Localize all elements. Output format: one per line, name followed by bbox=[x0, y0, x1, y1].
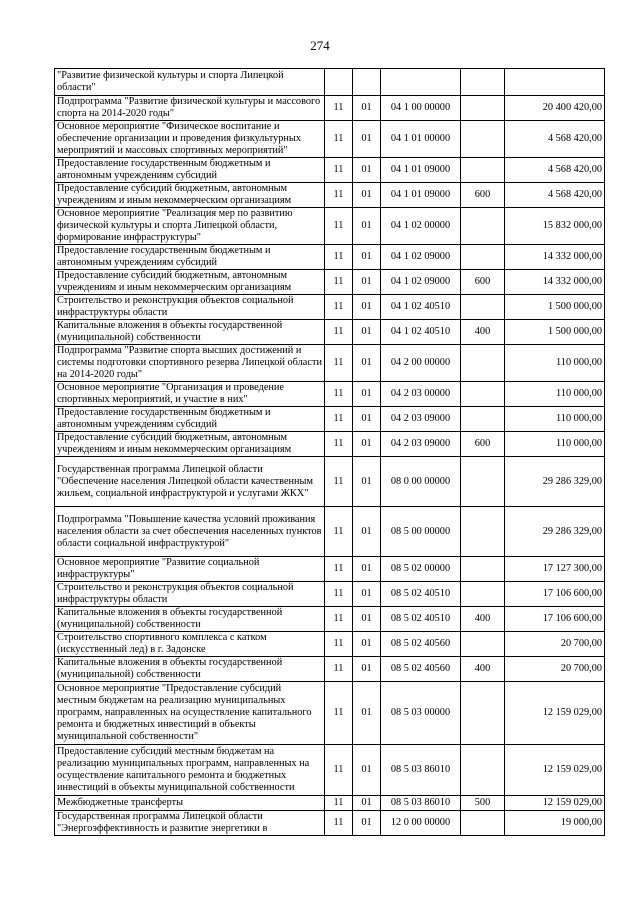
cell-subsection: 01 bbox=[353, 582, 381, 607]
cell-expense-type bbox=[461, 345, 505, 382]
cell-subsection: 01 bbox=[353, 632, 381, 657]
cell-target-article: 08 5 02 40510 bbox=[381, 582, 461, 607]
cell-section: 11 bbox=[325, 245, 353, 270]
cell-name: Предоставление государственным бюджетным и автономным учреждениям субсидий bbox=[55, 158, 325, 183]
table-row bbox=[55, 270, 605, 295]
table-row bbox=[55, 407, 605, 432]
cell-subsection: 01 bbox=[353, 407, 381, 432]
cell-amount: 20 700,00 bbox=[505, 632, 605, 657]
cell-expense-type bbox=[461, 811, 505, 836]
cell-section: 11 bbox=[325, 320, 353, 345]
cell-expense-type bbox=[461, 158, 505, 183]
cell-amount: 17 127 300,00 bbox=[505, 557, 605, 582]
table-row bbox=[55, 557, 605, 582]
table-row bbox=[55, 320, 605, 345]
cell-target-article: 08 5 03 86010 bbox=[381, 745, 461, 796]
table-row bbox=[55, 432, 605, 457]
cell-expense-type bbox=[461, 245, 505, 270]
cell-name: Предоставление субсидий бюджетным, автономным учреждениям и иным некоммерческим организациям bbox=[55, 270, 325, 295]
cell-subsection: 01 bbox=[353, 295, 381, 320]
cell-expense-type bbox=[461, 745, 505, 796]
cell-name: Предоставление государственным бюджетным и автономным учреждениям субсидий bbox=[55, 407, 325, 432]
cell-section: 11 bbox=[325, 270, 353, 295]
cell-target-article: 04 2 03 00000 bbox=[381, 382, 461, 407]
cell-section: 11 bbox=[325, 295, 353, 320]
cell-name: Предоставление субсидий бюджетным, автономным учреждениям и иным некоммерческим организациям bbox=[55, 183, 325, 208]
cell-target-article: 04 1 02 09000 bbox=[381, 245, 461, 270]
cell-target-article bbox=[381, 69, 461, 96]
cell-subsection: 01 bbox=[353, 557, 381, 582]
cell-name: Основное мероприятие "Реализация мер по развитию физической культуры и спорта Липецкой области, формирование инфраструктуры" bbox=[55, 208, 325, 245]
cell-amount: 12 159 029,00 bbox=[505, 796, 605, 811]
cell-target-article: 04 2 03 09000 bbox=[381, 407, 461, 432]
cell-name: Подпрограмма "Развитие спорта высших достижений и системы подготовки спортивного резерва Липецкой области на 2014-2020 годы" bbox=[55, 345, 325, 382]
cell-amount: 29 286 329,00 bbox=[505, 457, 605, 507]
cell-expense-type: 600 bbox=[461, 270, 505, 295]
cell-target-article: 04 1 02 40510 bbox=[381, 320, 461, 345]
cell-amount bbox=[505, 69, 605, 96]
cell-section: 11 bbox=[325, 796, 353, 811]
cell-subsection: 01 bbox=[353, 745, 381, 796]
cell-target-article: 08 0 00 00000 bbox=[381, 457, 461, 507]
cell-name: Предоставление государственным бюджетным и автономным учреждениям субсидий bbox=[55, 245, 325, 270]
cell-amount: 15 832 000,00 bbox=[505, 208, 605, 245]
table-row bbox=[55, 682, 605, 745]
cell-target-article: 08 5 02 00000 bbox=[381, 557, 461, 582]
cell-amount: 19 000,00 bbox=[505, 811, 605, 836]
cell-subsection: 01 bbox=[353, 796, 381, 811]
table-row bbox=[55, 457, 605, 507]
cell-section: 11 bbox=[325, 382, 353, 407]
cell-amount: 4 568 420,00 bbox=[505, 158, 605, 183]
cell-name: "Развитие физической культуры и спорта Липецкой области" bbox=[55, 69, 325, 96]
cell-amount: 4 568 420,00 bbox=[505, 121, 605, 158]
table-row bbox=[55, 158, 605, 183]
cell-section: 11 bbox=[325, 582, 353, 607]
cell-subsection: 01 bbox=[353, 432, 381, 457]
table-row bbox=[55, 632, 605, 657]
cell-section: 11 bbox=[325, 811, 353, 836]
cell-expense-type bbox=[461, 632, 505, 657]
cell-subsection: 01 bbox=[353, 320, 381, 345]
cell-target-article: 08 5 03 00000 bbox=[381, 682, 461, 745]
cell-amount: 20 400 420,00 bbox=[505, 96, 605, 121]
cell-name: Подпрограмма "Развитие физической культуры и массового спорта на 2014-2020 годы" bbox=[55, 96, 325, 121]
table-row bbox=[55, 507, 605, 557]
cell-expense-type bbox=[461, 582, 505, 607]
cell-subsection: 01 bbox=[353, 457, 381, 507]
cell-section: 11 bbox=[325, 407, 353, 432]
cell-name: Предоставление субсидий бюджетным, автономным учреждениям и иным некоммерческим организациям bbox=[55, 432, 325, 457]
cell-expense-type bbox=[461, 382, 505, 407]
cell-section: 11 bbox=[325, 158, 353, 183]
cell-section: 11 bbox=[325, 607, 353, 632]
table-row bbox=[55, 121, 605, 158]
cell-expense-type bbox=[461, 121, 505, 158]
cell-subsection: 01 bbox=[353, 345, 381, 382]
cell-expense-type bbox=[461, 507, 505, 557]
cell-section: 11 bbox=[325, 96, 353, 121]
cell-target-article: 04 1 01 00000 bbox=[381, 121, 461, 158]
cell-name: Строительство и реконструкция объектов социальной инфраструктуры области bbox=[55, 295, 325, 320]
cell-expense-type bbox=[461, 682, 505, 745]
cell-target-article: 04 2 03 09000 bbox=[381, 432, 461, 457]
cell-target-article: 04 1 02 40510 bbox=[381, 295, 461, 320]
cell-name: Капитальные вложения в объекты государственной (муниципальной) собственности bbox=[55, 320, 325, 345]
cell-subsection: 01 bbox=[353, 811, 381, 836]
cell-amount: 14 332 000,00 bbox=[505, 270, 605, 295]
cell-target-article: 08 5 00 00000 bbox=[381, 507, 461, 557]
table-row bbox=[55, 183, 605, 208]
cell-name: Строительство спортивного комплекса с катком (искусственный лед) в г. Задонске bbox=[55, 632, 325, 657]
cell-amount: 1 500 000,00 bbox=[505, 295, 605, 320]
cell-target-article: 08 5 02 40510 bbox=[381, 607, 461, 632]
cell-amount: 110 000,00 bbox=[505, 382, 605, 407]
table-row bbox=[55, 96, 605, 121]
cell-section: 11 bbox=[325, 457, 353, 507]
page-number: 274 bbox=[310, 38, 330, 53]
cell-name: Капитальные вложения в объекты государственной (муниципальной) собственности bbox=[55, 607, 325, 632]
table-row bbox=[55, 69, 605, 96]
cell-name: Государственная программа Липецкой области "Энергоэффективность и развитие энергетики в bbox=[55, 811, 325, 836]
cell-expense-type bbox=[461, 96, 505, 121]
cell-name: Основное мероприятие "Предоставление субсидий местным бюджетам на реализацию муниципальных программ, направленных на осуществление капитального ремонта и бюджетных инвестиций в объекты муниципальной собственности" bbox=[55, 682, 325, 745]
cell-subsection: 01 bbox=[353, 208, 381, 245]
table-row bbox=[55, 295, 605, 320]
cell-amount: 110 000,00 bbox=[505, 345, 605, 382]
table-row bbox=[55, 345, 605, 382]
cell-subsection: 01 bbox=[353, 121, 381, 158]
cell-expense-type bbox=[461, 457, 505, 507]
budget-table-body bbox=[55, 69, 605, 836]
cell-subsection: 01 bbox=[353, 96, 381, 121]
cell-section: 11 bbox=[325, 745, 353, 796]
cell-amount: 14 332 000,00 bbox=[505, 245, 605, 270]
cell-target-article: 04 1 00 00000 bbox=[381, 96, 461, 121]
cell-amount: 17 106 600,00 bbox=[505, 582, 605, 607]
cell-subsection: 01 bbox=[353, 607, 381, 632]
cell-name: Основное мероприятие "Физическое воспитание и обеспечение организации и проведения физкультурных мероприятий и массовых спортивных мероприятий" bbox=[55, 121, 325, 158]
table-row bbox=[55, 245, 605, 270]
cell-expense-type: 400 bbox=[461, 657, 505, 682]
cell-target-article: 04 1 02 09000 bbox=[381, 270, 461, 295]
cell-amount: 110 000,00 bbox=[505, 407, 605, 432]
cell-amount: 29 286 329,00 bbox=[505, 507, 605, 557]
cell-target-article: 04 2 00 00000 bbox=[381, 345, 461, 382]
cell-expense-type: 400 bbox=[461, 607, 505, 632]
cell-expense-type bbox=[461, 557, 505, 582]
cell-subsection bbox=[353, 69, 381, 96]
cell-section bbox=[325, 69, 353, 96]
cell-amount: 4 568 420,00 bbox=[505, 183, 605, 208]
cell-name: Подпрограмма "Повышение качества условий проживания населения области за счет обеспечения населенных пунктов области социальной инфраструктурой" bbox=[55, 507, 325, 557]
cell-subsection: 01 bbox=[353, 270, 381, 295]
cell-section: 11 bbox=[325, 632, 353, 657]
cell-amount: 17 106 600,00 bbox=[505, 607, 605, 632]
cell-name: Предоставление субсидий местным бюджетам на реализацию муниципальных программ, направленных на осуществление капитального ремонта и бюджетных инвестиций в объекты муниципальной собственности bbox=[55, 745, 325, 796]
cell-target-article: 08 5 02 40560 bbox=[381, 657, 461, 682]
table-row bbox=[55, 796, 605, 811]
cell-name: Строительство и реконструкция объектов социальной инфраструктуры области bbox=[55, 582, 325, 607]
cell-section: 11 bbox=[325, 121, 353, 158]
cell-target-article: 04 1 01 09000 bbox=[381, 183, 461, 208]
cell-section: 11 bbox=[325, 183, 353, 208]
cell-section: 11 bbox=[325, 432, 353, 457]
cell-section: 11 bbox=[325, 507, 353, 557]
cell-section: 11 bbox=[325, 208, 353, 245]
cell-expense-type: 500 bbox=[461, 796, 505, 811]
cell-section: 11 bbox=[325, 557, 353, 582]
budget-table bbox=[54, 68, 605, 836]
table-row bbox=[55, 811, 605, 836]
cell-subsection: 01 bbox=[353, 382, 381, 407]
cell-subsection: 01 bbox=[353, 507, 381, 557]
cell-amount: 12 159 029,00 bbox=[505, 682, 605, 745]
cell-subsection: 01 bbox=[353, 245, 381, 270]
cell-expense-type bbox=[461, 69, 505, 96]
table-row bbox=[55, 582, 605, 607]
cell-expense-type: 600 bbox=[461, 183, 505, 208]
cell-target-article: 04 1 02 00000 bbox=[381, 208, 461, 245]
cell-expense-type bbox=[461, 407, 505, 432]
cell-name: Межбюджетные трансферты bbox=[55, 796, 325, 811]
table-row bbox=[55, 208, 605, 245]
cell-expense-type: 600 bbox=[461, 432, 505, 457]
cell-target-article: 04 1 01 09000 bbox=[381, 158, 461, 183]
table-row bbox=[55, 745, 605, 796]
cell-amount: 12 159 029,00 bbox=[505, 745, 605, 796]
cell-target-article: 12 0 00 00000 bbox=[381, 811, 461, 836]
cell-section: 11 bbox=[325, 345, 353, 382]
cell-section: 11 bbox=[325, 657, 353, 682]
cell-name: Основное мероприятие "Развитие социальной инфраструктуры" bbox=[55, 557, 325, 582]
cell-name: Капитальные вложения в объекты государственной (муниципальной) собственности bbox=[55, 657, 325, 682]
cell-target-article: 08 5 03 86010 bbox=[381, 796, 461, 811]
table-row bbox=[55, 382, 605, 407]
cell-subsection: 01 bbox=[353, 682, 381, 745]
cell-subsection: 01 bbox=[353, 657, 381, 682]
cell-amount: 110 000,00 bbox=[505, 432, 605, 457]
cell-target-article: 08 5 02 40560 bbox=[381, 632, 461, 657]
cell-expense-type bbox=[461, 208, 505, 245]
table-row bbox=[55, 607, 605, 632]
cell-section: 11 bbox=[325, 682, 353, 745]
cell-subsection: 01 bbox=[353, 158, 381, 183]
cell-expense-type: 400 bbox=[461, 320, 505, 345]
table-row bbox=[55, 657, 605, 682]
cell-amount: 1 500 000,00 bbox=[505, 320, 605, 345]
cell-subsection: 01 bbox=[353, 183, 381, 208]
cell-expense-type bbox=[461, 295, 505, 320]
cell-name: Основное мероприятие "Организация и проведение спортивных мероприятий, и участие в них" bbox=[55, 382, 325, 407]
cell-name: Государственная программа Липецкой области "Обеспечение населения Липецкой области качественным жильем, социальной инфраструктурой и услугами ЖКХ" bbox=[55, 457, 325, 507]
cell-amount: 20 700,00 bbox=[505, 657, 605, 682]
